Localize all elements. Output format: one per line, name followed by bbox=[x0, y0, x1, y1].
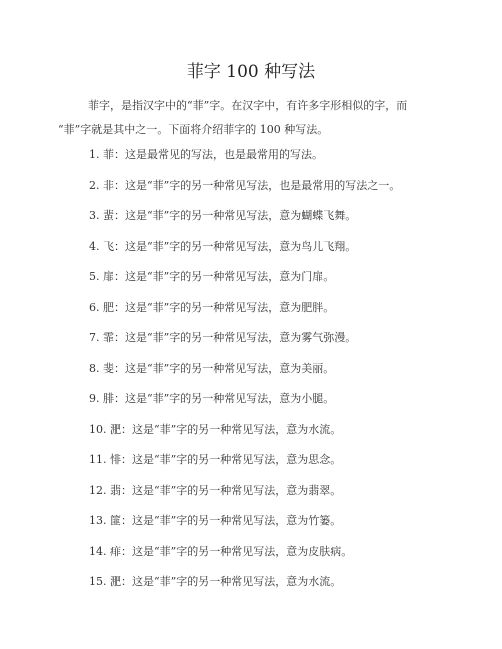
list-item: 2. 非：这是“菲”字的另一种常见写法，也是最常用的写法之一。 bbox=[89, 178, 401, 192]
intro-line-2: “菲”字就是其中之一。下面将介绍菲字的 100 种写法。 bbox=[58, 123, 329, 136]
list-item: 8. 斐：这是“菲”字的另一种常见写法，意为美丽。 bbox=[89, 361, 335, 375]
list-item: 10. 淝：这是“菲”字的另一种常见写法，意为水流。 bbox=[89, 422, 342, 436]
list-item: 14. 痱：这是“菲”字的另一种常见写法，意为皮肤病。 bbox=[89, 544, 353, 558]
list-item: 12. 翡：这是“菲”字的另一种常见写法，意为翡翠。 bbox=[89, 483, 342, 497]
list-item: 15. 淝：这是“菲”字的另一种常见写法，意为水流。 bbox=[89, 575, 342, 588]
page-title: 菲字 100 种写法 bbox=[186, 62, 316, 82]
list-item: 9. 腓：这是“菲”字的另一种常见写法，意为小腿。 bbox=[89, 392, 335, 405]
intro-paragraph bbox=[58, 94, 440, 142]
list-item: 11. 悱：这是“菲”字的另一种常见写法，意为思念。 bbox=[89, 453, 342, 466]
list-item: 13. 篚：这是“菲”字的另一种常见写法，意为竹篓。 bbox=[89, 514, 342, 527]
writing-list bbox=[89, 147, 400, 605]
intro-line-1: 菲字，是指汉字中的“菲”字。在汉字中，有许多字形相似的字，而 bbox=[88, 99, 408, 112]
list-item: 6. 肥：这是“菲”字的另一种常见写法，意为肥胖。 bbox=[89, 300, 335, 314]
list-item: 4. 飞：这是“菲”字的另一种常见写法，意为鸟儿飞翔。 bbox=[89, 239, 357, 253]
list-item: 7. 霏：这是“菲”字的另一种常见写法，意为雾气弥漫。 bbox=[89, 331, 357, 344]
list-item: 3. 蜚：这是“菲”字的另一种常见写法，意为蝴蝶飞舞。 bbox=[89, 209, 357, 222]
list-item: 1. 菲：这是最常见的写法，也是最常用的写法。 bbox=[89, 148, 323, 161]
list-item: 5. 扉：这是“菲”字的另一种常见写法，意为门扉。 bbox=[89, 270, 335, 283]
